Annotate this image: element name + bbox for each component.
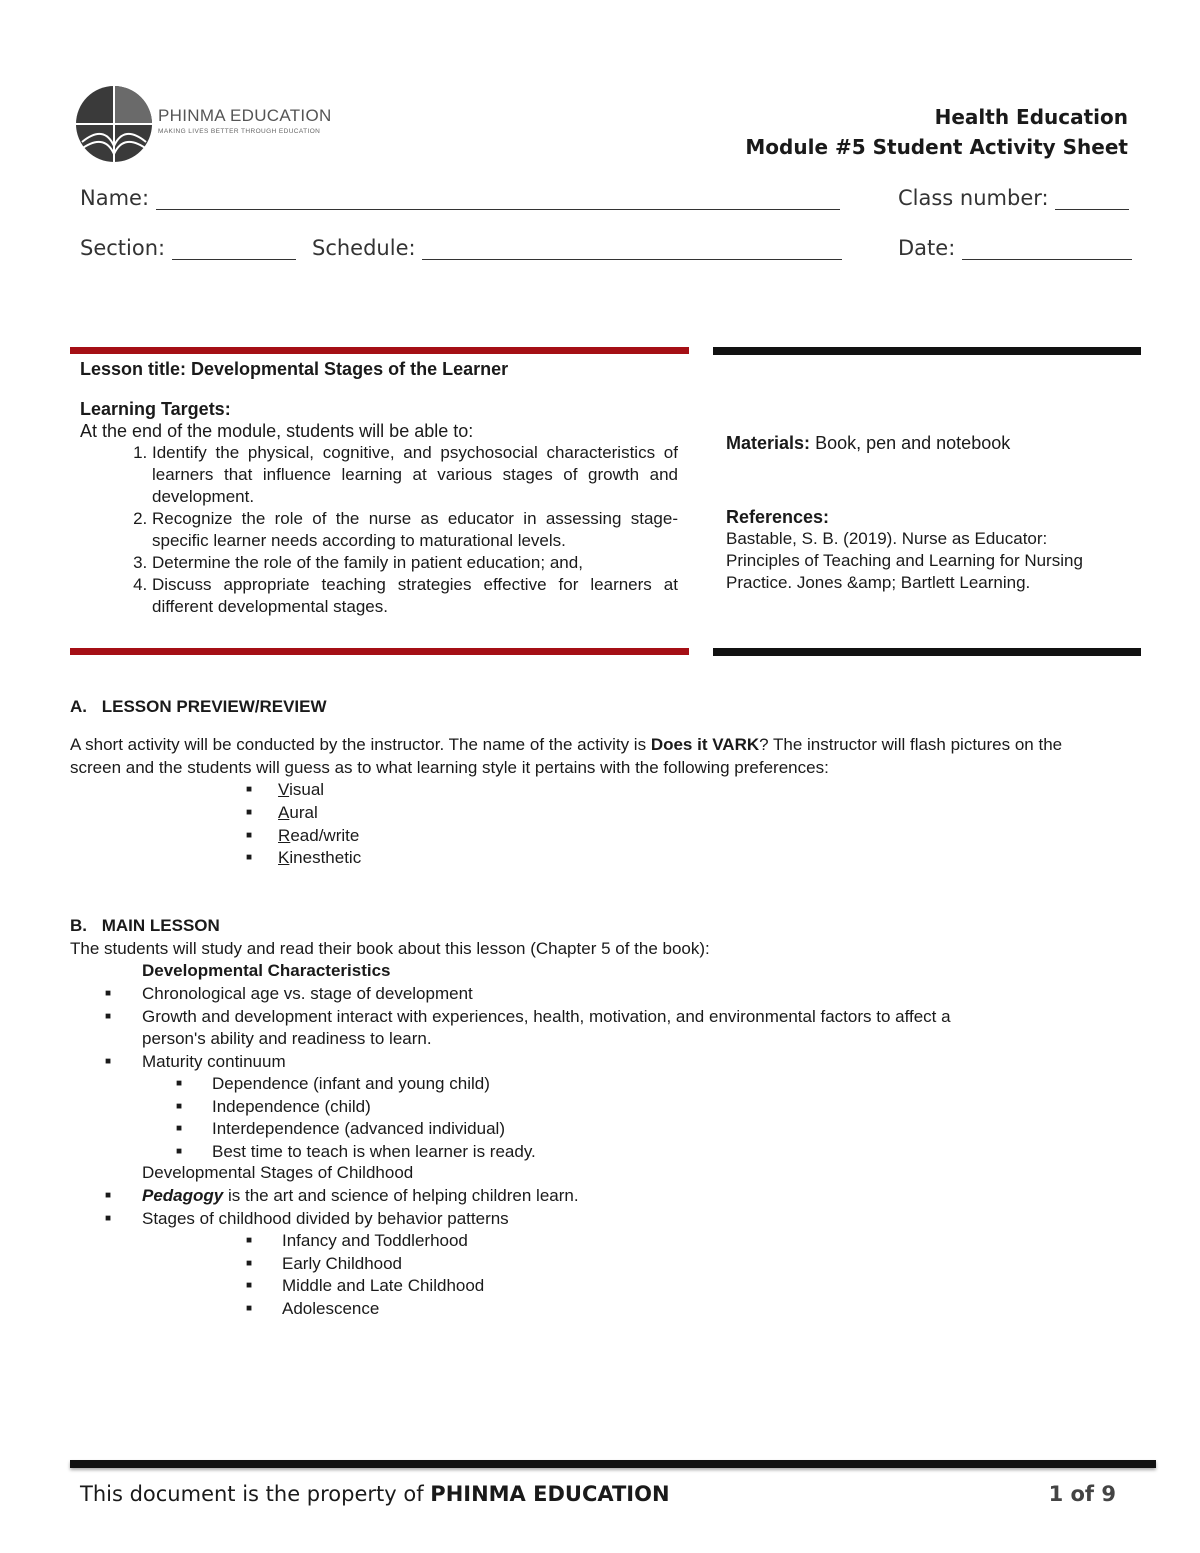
footer-owner: PHINMA EDUCATION bbox=[430, 1482, 670, 1506]
pedagogy-term: Pedagogy bbox=[142, 1186, 224, 1205]
class-number-label: Class number: bbox=[898, 186, 1049, 210]
bullet-icon: ■ bbox=[176, 1078, 183, 1089]
section-b-intro: The students will study and read their book about this lesson (Chapter 5 of the book): bbox=[70, 939, 710, 958]
bullet-icon: ■ bbox=[246, 784, 253, 796]
list-item bbox=[246, 1230, 484, 1253]
vark-item bbox=[246, 779, 361, 802]
vark-rest: ural bbox=[289, 802, 318, 822]
bullet-icon: ■ bbox=[176, 1100, 183, 1112]
list-item-text: Adolescence bbox=[282, 1298, 380, 1318]
vark-list bbox=[246, 779, 361, 870]
developmental-characteristics-heading: Developmental Characteristics bbox=[142, 961, 391, 980]
vark-item bbox=[246, 802, 361, 825]
class-number-blank[interactable] bbox=[1055, 189, 1129, 210]
footer-text bbox=[80, 1482, 670, 1506]
vark-initial: V bbox=[278, 780, 290, 799]
vark-item bbox=[246, 847, 361, 870]
bullet-icon: ■ bbox=[246, 829, 253, 841]
module-title: Module #5 Student Activity Sheet bbox=[745, 135, 1128, 159]
bullet-icon: ■ bbox=[246, 807, 253, 819]
vark-rest: ead/write bbox=[290, 825, 360, 845]
header-title-block bbox=[745, 102, 1128, 162]
list-item bbox=[246, 1253, 484, 1276]
list-item-text: Early Childhood bbox=[282, 1253, 403, 1273]
learning-targets-heading: Learning Targets: bbox=[80, 399, 231, 419]
date-label: Date: bbox=[898, 236, 956, 260]
bullet-icon: ■ bbox=[246, 852, 253, 864]
lesson-title: Lesson title: Developmental Stages of the Learner bbox=[80, 359, 509, 379]
list-item-text: Growth and development interact with experiences, health, motivation, and environmental factors to affect a bbox=[142, 1006, 951, 1026]
bullet-icon: ■ bbox=[246, 1302, 253, 1314]
schedule-blank[interactable] bbox=[422, 239, 842, 260]
learning-target-item: 3. Determine the role of the family in patient education; and, bbox=[152, 552, 678, 574]
logo-tagline: MAKING LIVES BETTER THROUGH EDUCATION bbox=[158, 128, 321, 135]
subject-title: Health Education bbox=[934, 105, 1128, 129]
section-a-paragraph bbox=[70, 734, 1100, 779]
section-label: Section: bbox=[80, 236, 166, 260]
list-item-text: Independence (child) bbox=[212, 1096, 371, 1116]
bullet-icon: ■ bbox=[176, 1145, 183, 1157]
list-item bbox=[176, 1073, 536, 1096]
bullet-icon: ■ bbox=[105, 1212, 112, 1224]
list-item bbox=[246, 1275, 484, 1298]
list-item-text: Stages of childhood divided by behavior patterns bbox=[142, 1208, 509, 1228]
learning-target-item: 4. Discuss appropriate teaching strategies effective for learners at different developmental stages. bbox=[152, 574, 678, 618]
list-item-continued bbox=[105, 1028, 1105, 1051]
activity-name: Does it VARK bbox=[650, 735, 760, 754]
list-item bbox=[105, 983, 1105, 1006]
phinma-logo bbox=[74, 84, 344, 164]
learning-target-item: 2. Recognize the role of the nurse as educator in assessing stage-specific learner needs according to maturational levels. bbox=[152, 508, 678, 552]
name-label: Name: bbox=[80, 186, 150, 210]
references-value: Bastable, S. B. (2019). Nurse as Educator: Principles of Teaching and Learning for Nursing Practice. Jones &amp; Bartlett Learning. bbox=[726, 529, 1083, 592]
learning-targets-intro: At the end of the module, students will be able to: bbox=[80, 421, 474, 441]
date-field bbox=[898, 236, 1132, 260]
schedule-field bbox=[312, 236, 842, 260]
list-item-text: Interdependence (advanced individual) bbox=[212, 1119, 505, 1139]
list-item bbox=[105, 1006, 1105, 1029]
materials-value: Book, pen and notebook bbox=[815, 433, 1011, 453]
section-a-heading bbox=[70, 696, 327, 719]
materials bbox=[726, 432, 1126, 454]
list-item-text: Best time to teach is when learner is ready. bbox=[212, 1141, 536, 1161]
section-b-title: MAIN LESSON bbox=[101, 916, 220, 935]
bullet-icon: ■ bbox=[246, 1280, 253, 1292]
section-a-title: LESSON PREVIEW/REVIEW bbox=[101, 697, 327, 716]
activity-text-after: ? The instructor will flash pictures on the screen and the students will guess as to what learning style it pertains with the following preferences: bbox=[70, 735, 1063, 777]
list-item-text: Infancy and Toddlerhood bbox=[282, 1231, 468, 1250]
bottom-red-divider bbox=[70, 648, 689, 655]
vark-rest: isual bbox=[289, 780, 325, 799]
list-item bbox=[176, 1096, 536, 1119]
page-number: 1 of 9 bbox=[1048, 1482, 1116, 1506]
childhood-list bbox=[105, 1185, 579, 1230]
vark-item bbox=[246, 825, 361, 848]
childhood-stages-heading: Developmental Stages of Childhood bbox=[142, 1163, 414, 1182]
stages-list bbox=[246, 1230, 484, 1320]
learning-target-item: 1. Identify the physical, cognitive, and psychosocial characteristics of learners that influence learning at various stages of growth and development. bbox=[152, 442, 678, 508]
date-blank[interactable] bbox=[962, 239, 1132, 260]
bullet-icon: ■ bbox=[105, 1190, 112, 1201]
list-item-text: person's ability and readiness to learn. bbox=[142, 1029, 432, 1049]
bullet-icon: ■ bbox=[176, 1123, 183, 1135]
section-blank[interactable] bbox=[172, 239, 296, 260]
footer-divider bbox=[70, 1460, 1156, 1468]
list-item bbox=[105, 1208, 579, 1231]
dev-char-list bbox=[105, 983, 1105, 1073]
maturity-list bbox=[176, 1073, 536, 1163]
list-item-text: Middle and Late Childhood bbox=[282, 1276, 485, 1296]
bullet-icon: ■ bbox=[105, 1055, 112, 1067]
vark-initial: R bbox=[278, 825, 291, 845]
logo-emblem-icon bbox=[74, 84, 154, 164]
top-red-divider bbox=[70, 347, 689, 354]
list-item bbox=[105, 1051, 1105, 1074]
bullet-icon: ■ bbox=[105, 1010, 112, 1022]
pedagogy-definition: is the art and science of helping children learn. bbox=[223, 1186, 579, 1205]
name-field bbox=[80, 186, 840, 210]
schedule-label: Schedule: bbox=[312, 236, 416, 260]
section-b-heading bbox=[70, 915, 220, 938]
list-item bbox=[246, 1298, 484, 1321]
learning-targets-list bbox=[80, 442, 678, 618]
list-item bbox=[105, 1185, 579, 1208]
bullet-icon: ■ bbox=[246, 1235, 253, 1246]
materials-references-box bbox=[726, 432, 1126, 594]
materials-label: Materials: bbox=[726, 433, 811, 453]
references-label: References: bbox=[726, 507, 830, 527]
class-number-field bbox=[898, 186, 1129, 210]
logo-name: PHINMA EDUCATION bbox=[158, 106, 332, 125]
name-blank[interactable] bbox=[156, 189, 840, 210]
list-item-text: Chronological age vs. stage of development bbox=[142, 984, 473, 1003]
activity-text-before: A short activity will be conducted by the instructor. The name of the activity is bbox=[70, 735, 651, 754]
top-black-divider bbox=[713, 347, 1141, 355]
bullet-icon: ■ bbox=[105, 988, 112, 999]
vark-initial: A bbox=[278, 802, 290, 822]
section-b-letter: B. bbox=[70, 916, 87, 935]
list-item bbox=[176, 1118, 536, 1141]
bottom-black-divider bbox=[713, 648, 1141, 656]
footer-property-text: This document is the property of bbox=[80, 1482, 431, 1506]
section-field bbox=[80, 236, 296, 260]
section-a-letter: A. bbox=[70, 697, 87, 716]
vark-initial: K bbox=[278, 848, 290, 868]
list-item-text: Dependence (infant and young child) bbox=[212, 1074, 490, 1093]
vark-rest: inesthetic bbox=[289, 848, 362, 868]
list-item bbox=[176, 1141, 536, 1164]
list-item-text: Maturity continuum bbox=[142, 1051, 286, 1071]
bullet-icon: ■ bbox=[246, 1257, 253, 1269]
lesson-box bbox=[80, 358, 678, 618]
